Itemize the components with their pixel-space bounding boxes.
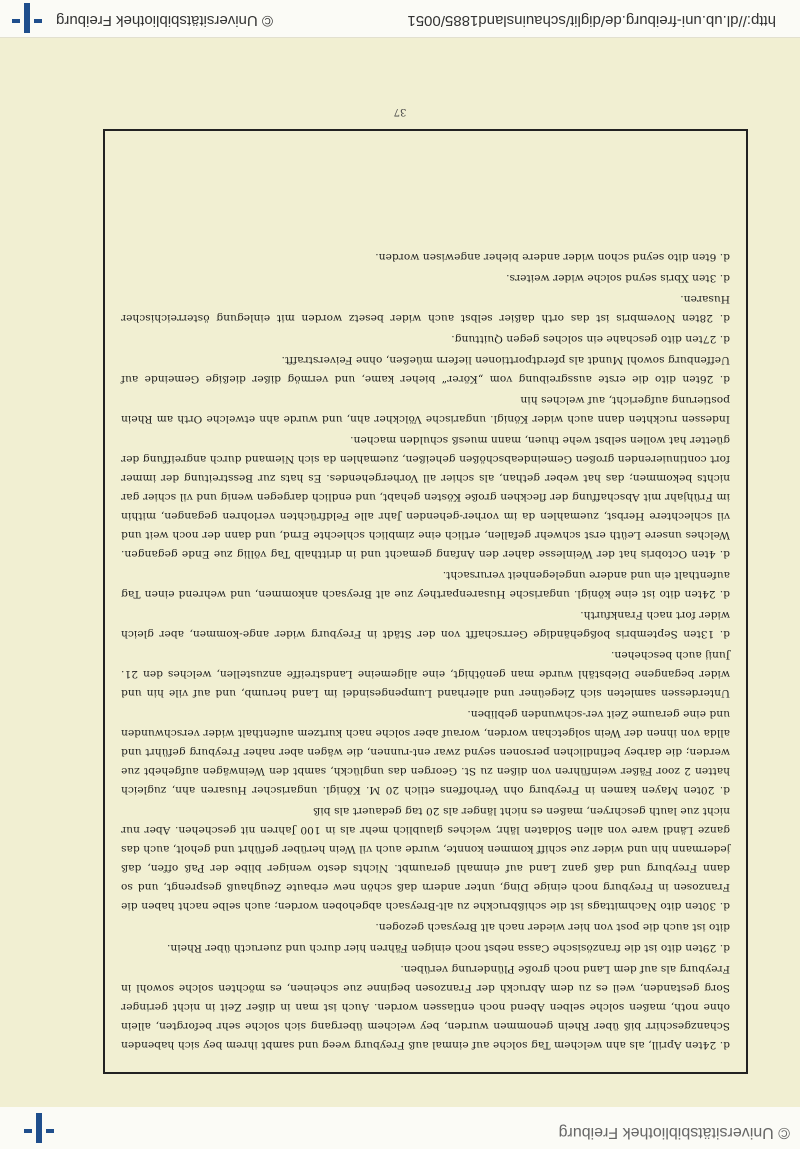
- diary-entry: d. 28ten Novembris ist das orth daßier selbst auch wider besetz worden mit einlegung österreichischer Husaren.: [121, 293, 730, 324]
- diary-entry: dito ist auch die post von hier wieder nach alt Breysach gezogen.: [375, 921, 730, 933]
- diary-entry: d. 29ten dito ist die französische Cassa nebst noch einigen Fähren hier durch und zueructh über Rhein.: [166, 942, 730, 954]
- bottom-bar: [0, 0, 800, 38]
- diary-entry: d. 26ten dito die erste aussgreibung vom „Körer“ bieher kame, und vermög dißer dießige Gemeinde auf Ueffenburg sowohl Mundt als pferdtporttionen liefern müeßen, ohne Feiverstrafft.: [121, 354, 730, 385]
- bottom-credit-text: © Universitätsbibliothek Freiburg: [56, 12, 273, 29]
- diary-entry: d. 27ten dito geschahe ein solches gegen Quittung.: [451, 333, 730, 345]
- library-logo-icon: [8, 3, 46, 33]
- library-logo-icon: [20, 1113, 58, 1143]
- diary-entry: d. 30ten dito Nachmittags ist die schißbruckhe zu alt-Breysach abgehoben worden; auch selbe nacht haben die Franzosen in Freyburg noch einige Ding, unter andern daß schön new erbaute Zeughauß gesprengt, und so dann Freyburg und daß ganz Land auf einmahl geraumbt. Nichts desto weniger blibe der Paß offen, daß jedermann hin und wider zue schiff kommen konnte, wurde auch vil Wein herüber geführt und geholt, auch das ganze Ländl ware von allen Soldaten lähr, welches glaublich mehr als in 100 Jahren nit geschehen. Aber nur nicht zue lauth geschryen, maßen es nicht länger als 20 tag gedauert als biß: [121, 805, 730, 912]
- entries-list: [121, 247, 730, 1054]
- diary-entry: d. 24ten Aprill, als ahn welchem Tag solche auf einmal auß Freyburg weeg und sambt ihrem bey sich habenden Schanzgeschirr biß über Rhein genommen wurden, bey welchem übergang sich solche sehr beforgten, allein ohne noth, maßen solche selben Abend noch entlassen worden. Auch ist man in dißer Zeit in nicht geringer Sorg gestanden, weil es zu dem Abruckh der Franzosen beginne zue scheinen, es möchten solche sowohl in Freyburg als auf dem Land noch große Plünderung verüben.: [121, 963, 730, 1051]
- top-credit-bar: [0, 1107, 800, 1149]
- diary-entry: Unterdessen samleten sich Ziegeüner und allerhand Lumpengesindel im Land herumb, und auf vile hin und wider begangene Diebstähl wurde man genöthigt, eine allgemeine Landstreiffe anzustellen, welches den 21. Junij auch beschehen.: [121, 649, 730, 699]
- diary-entry: d. 6ten dito seynd schon wider andere bieher angewisen worden.: [375, 251, 730, 263]
- diary-entry: Indessen ruckhten dann auch wider Königl. ungarische Völckher ahn, und wurde ahn etwelche Orth am Rhein postierung aufgericht, auf welches hin: [121, 394, 730, 425]
- diary-entry: d. 20ten Mayen kamen in Freyburg ohn Verhoffens etlich 20 M. Königl. ungarischer Husaren ahn, zugleich hatten 2 zoor Fäßer weinführen von dißen zu St. Georgen das unglückh, sambt den Weinwägen aufgehebt zue werden; die darbey befindlichen personen seynd zwar ent-runnen, die wägen aber naher Freyburg geführt und allda von ihnen der Wein solgetchan worden, worauf aber solche nach kurtzem aufenthalt wider verschwunden und eine geraume Zeit ver-schwunden gebliben.: [121, 708, 730, 796]
- text-frame: [103, 129, 748, 1074]
- diary-entry: d. 4ten Octobris hat der Weinlesse daher den Anfang gemacht und in dritthalb Tag völlig zue Ende gegangen. Welches unsere Leüth erst schwehr gefallen, ertlich eine zimblich schlechte Ernd, und dann der noch weit und vil schlechtere Herbst, zuemahlen da im vorher-gehenden Jahr alle Feldfrüchten verlohren gegangen, mithin im Frühjahr mit Abschaffung der fleckhen große Kösten gehabt, und endlich dargegen wenig und vil schier gar nichts bekommen; das hat weber gethan, als schier all Vorhergehendes. Es hats zur Besstreitung der immer fort continuierenden großen Gemeindeabschößen geheißen, zuemahlen da sich Niemand durch angreiffung der güetter hat wollen selbst wehe thuen, mann muesß schulden machen.: [121, 434, 730, 560]
- permalink-url[interactable]: http://dl.ub.uni-freiburg.de/diglit/schauinsland1885/0051: [407, 12, 776, 29]
- diary-entry: d. 3ten Xbris seynd solche wider weiters.: [506, 272, 730, 284]
- diary-entry: d. 24ten dito ist eine königl. ungarische Husarenparthey zue alt Breysach ankommen, und wehrend einen Tag aufenthalt ein und andere ungelegenheit verursacht.: [121, 569, 730, 600]
- page-number: 37: [393, 106, 407, 117]
- top-credit-text: © Universitätsbibliothek Freiburg: [558, 1124, 790, 1141]
- diary-entry: d. 13ten Septembris boßgehändige Gerrschafft von der Städt in Freyburg wider ange-kommen, aber gleich wider fort nach Frankfurth.: [121, 609, 730, 640]
